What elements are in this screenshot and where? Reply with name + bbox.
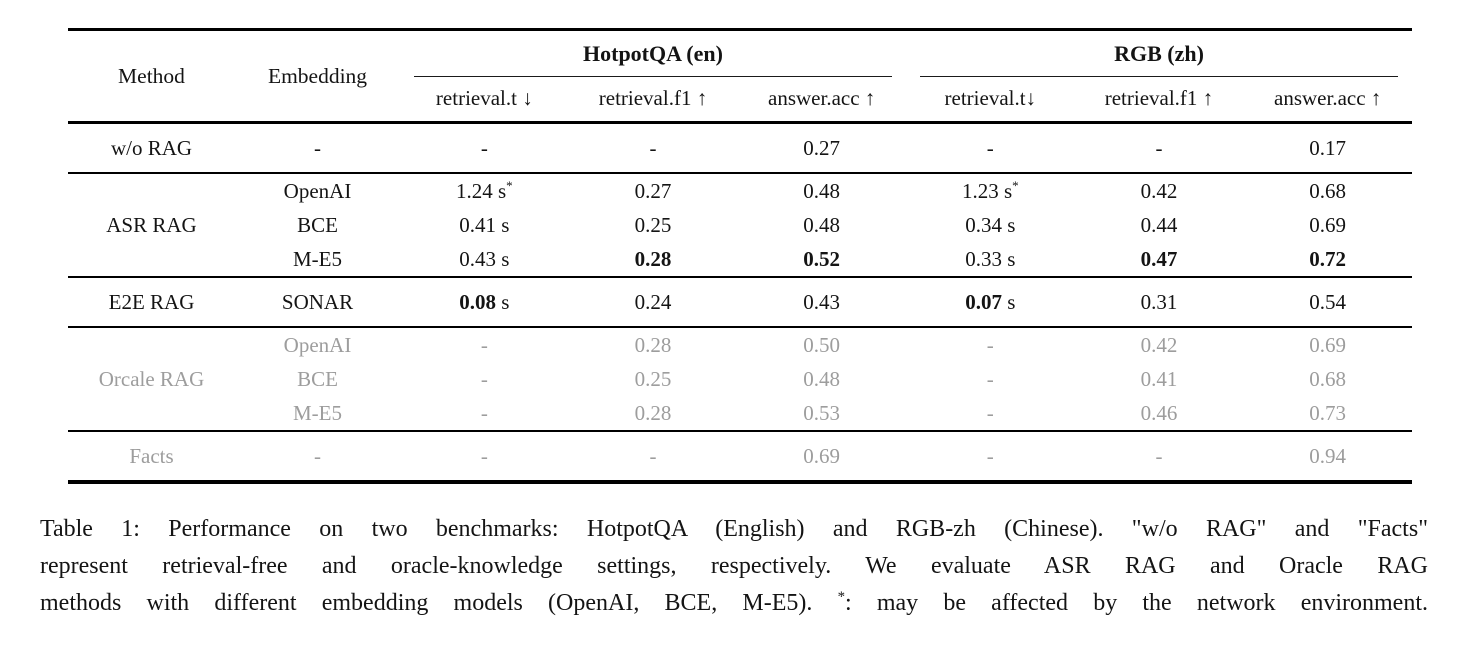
cell-en-retrieval-f1: - <box>649 444 657 468</box>
cell-en-retrieval-t: 0.08 s <box>459 290 510 314</box>
cell-zh-retrieval-t: - <box>986 136 994 160</box>
col-header-zh-retrieval-f1: retrieval.f1 ↑ <box>1104 86 1214 110</box>
table-row <box>68 396 1412 431</box>
cell-en-retrieval-f1: 0.28 <box>634 401 672 425</box>
cell-en-answer-acc: 0.27 <box>803 136 841 160</box>
col-header-zh-answer-acc: answer.acc ↑ <box>1274 86 1382 110</box>
cell-zh-answer-acc: 0.73 <box>1309 401 1347 425</box>
cell-en-retrieval-f1: 0.28 <box>634 247 672 271</box>
cell-zh-retrieval-t: - <box>986 333 994 357</box>
cell-en-answer-acc: 0.52 <box>803 247 841 271</box>
cell-zh-retrieval-t: 0.07 s <box>965 290 1016 314</box>
results-table <box>68 28 1412 484</box>
section-wo-rag <box>68 123 1412 174</box>
cell-zh-answer-acc: 0.68 <box>1309 179 1347 203</box>
cell-embedding: - <box>314 444 321 468</box>
cell-zh-retrieval-t: - <box>986 367 994 391</box>
table-caption <box>40 511 1428 622</box>
cell-zh-retrieval-f1: - <box>1155 136 1163 160</box>
table-header <box>68 30 1412 123</box>
col-header-en-retrieval-f1: retrieval.f1 ↑ <box>598 86 708 110</box>
cell-en-retrieval-t: - <box>480 367 488 391</box>
caption-line-2: represent retrieval-free and oracle-knowledge settings, respectively. We evaluate ASR RAG and Oracle RAG <box>40 553 1428 579</box>
cell-zh-answer-acc: 0.69 <box>1309 333 1347 357</box>
cell-method: Orcale RAG <box>98 367 205 391</box>
group-underline <box>920 40 1398 77</box>
cell-zh-retrieval-t: 0.34 s <box>965 213 1016 237</box>
cell-en-retrieval-t: 0.41 s <box>459 213 510 237</box>
cell-en-answer-acc: 0.48 <box>803 367 841 391</box>
cell-en-retrieval-t: - <box>480 136 488 160</box>
cell-embedding: M-E5 <box>293 247 342 271</box>
group-label-hotpotqa: HotpotQA (en) <box>583 41 723 66</box>
table-row <box>68 327 1412 362</box>
cell-embedding: - <box>314 136 321 160</box>
section-oracle-rag <box>68 327 1412 431</box>
cell-embedding: BCE <box>297 213 338 237</box>
cell-zh-answer-acc: 0.94 <box>1309 444 1347 468</box>
cell-zh-retrieval-t: 1.23 s* <box>961 178 1019 203</box>
cell-zh-retrieval-t: 0.33 s <box>965 247 1016 271</box>
caption-line-3-text-post: : may be affected by the network environment. <box>845 590 1429 616</box>
cell-zh-retrieval-t: - <box>986 444 994 468</box>
col-header-zh-retrieval-t: retrieval.t↓ <box>944 86 1037 110</box>
cell-method: w/o RAG <box>110 136 193 160</box>
caption-line-3 <box>40 585 1428 622</box>
table-row <box>68 208 1412 242</box>
cell-embedding: SONAR <box>281 290 354 314</box>
cell-en-retrieval-f1: 0.25 <box>634 213 672 237</box>
cell-en-answer-acc: 0.50 <box>803 333 841 357</box>
col-header-embedding: Embedding <box>267 64 368 88</box>
cell-en-answer-acc: 0.48 <box>803 179 841 203</box>
cell-method: Facts <box>129 444 174 468</box>
section-facts <box>68 431 1412 482</box>
cell-zh-retrieval-f1: 0.41 <box>1140 367 1178 391</box>
group-label-rgb: RGB (zh) <box>1114 41 1204 66</box>
cell-en-retrieval-f1: 0.28 <box>634 333 672 357</box>
cell-en-retrieval-f1: 0.27 <box>634 179 672 203</box>
cell-zh-answer-acc: 0.17 <box>1309 136 1347 160</box>
cell-en-retrieval-t: - <box>480 444 488 468</box>
cell-en-retrieval-f1: 0.24 <box>634 290 672 314</box>
group-header-rgb-zh <box>906 30 1412 78</box>
cell-method: ASR RAG <box>106 213 197 237</box>
cell-zh-answer-acc: 0.68 <box>1309 367 1347 391</box>
cell-zh-answer-acc: 0.69 <box>1309 213 1347 237</box>
col-header-en-answer-acc: answer.acc ↑ <box>768 86 876 110</box>
cell-zh-retrieval-f1: 0.46 <box>1140 401 1178 425</box>
group-header-row <box>68 30 1412 78</box>
cell-en-retrieval-t: 0.43 s <box>459 247 510 271</box>
section-e2e-rag <box>68 277 1412 327</box>
cell-en-answer-acc: 0.43 <box>803 290 841 314</box>
cell-zh-retrieval-f1: 0.42 <box>1140 333 1178 357</box>
cell-method: E2E RAG <box>108 290 195 314</box>
caption-footnote-star: * <box>837 589 845 605</box>
cell-zh-answer-acc: 0.72 <box>1309 247 1347 271</box>
table-row <box>68 431 1412 482</box>
table-row <box>68 277 1412 327</box>
caption-line-1: Table 1: Performance on two benchmarks: HotpotQA (English) and RGB-zh (Chinese). "w/o RAG" and "Facts" <box>40 516 1428 542</box>
cell-embedding: OpenAI <box>283 333 352 357</box>
table-row <box>68 123 1412 174</box>
cell-embedding: M-E5 <box>293 401 342 425</box>
section-asr-rag <box>68 173 1412 277</box>
caption-line-3-text-pre: methods with different embedding models (OpenAI, BCE, M-E5). <box>40 590 838 616</box>
table-row <box>68 362 1412 396</box>
cell-embedding: OpenAI <box>283 179 352 203</box>
cell-zh-answer-acc: 0.54 <box>1309 290 1347 314</box>
col-header-en-retrieval-t: retrieval.t ↓ <box>435 86 533 110</box>
cell-en-answer-acc: 0.69 <box>803 444 841 468</box>
group-header-hotpotqa-en <box>400 30 906 78</box>
cell-en-retrieval-f1: 0.25 <box>634 367 672 391</box>
cell-en-retrieval-t: - <box>480 401 488 425</box>
cell-zh-retrieval-f1: - <box>1155 444 1163 468</box>
cell-en-retrieval-f1: - <box>649 136 657 160</box>
cell-zh-retrieval-f1: 0.47 <box>1140 247 1178 271</box>
cell-embedding: BCE <box>297 367 338 391</box>
table-row <box>68 173 1412 208</box>
cell-en-retrieval-t: - <box>480 333 488 357</box>
cell-zh-retrieval-t: - <box>986 401 994 425</box>
cell-zh-retrieval-f1: 0.31 <box>1140 290 1178 314</box>
cell-en-retrieval-t: 1.24 s* <box>455 178 513 203</box>
group-underline <box>414 40 892 77</box>
cell-zh-retrieval-f1: 0.42 <box>1140 179 1178 203</box>
cell-zh-retrieval-f1: 0.44 <box>1140 213 1178 237</box>
table-row <box>68 242 1412 277</box>
col-header-method: Method <box>118 64 185 88</box>
cell-en-answer-acc: 0.53 <box>803 401 841 425</box>
cell-en-answer-acc: 0.48 <box>803 213 841 237</box>
